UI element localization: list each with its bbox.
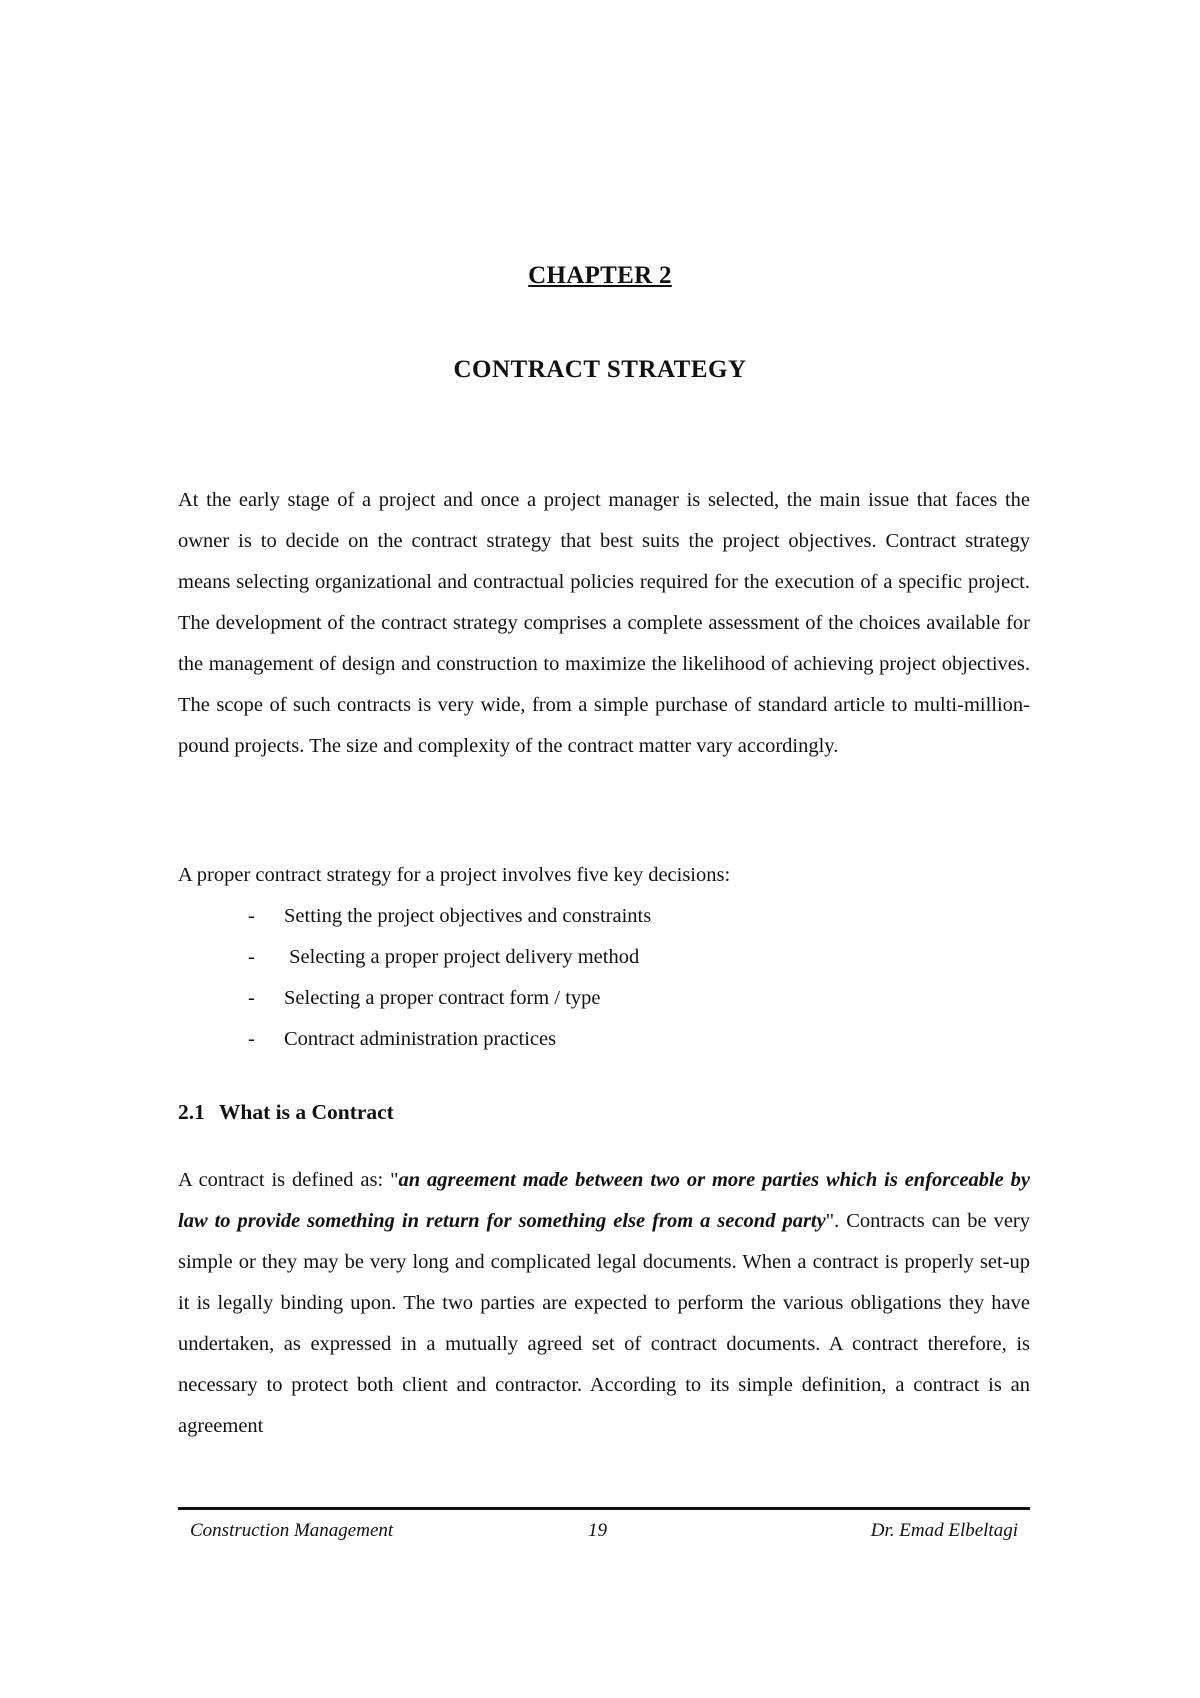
intro-paragraph: At the early stage of a project and once a project manager is selected, the main issue that faces the owner is to decide on the contract strategy that best suits the project objectives. Contract strategy means selecting organizational and contractual policies required for the execution of a specific project. The development of the contract strategy comprises a complete assessment of the choices available for the management of design and construction to maximize the likelihood of achieving project objectives. The scope of such contracts is very wide, from a simple purchase of standard article to multi-million-pound projects. The size and complexity of the contract matter vary accordingly.	[178, 489, 1030, 757]
list-item-text: Selecting a proper contract form / type	[284, 987, 601, 1009]
list-item	[248, 937, 1008, 978]
page-number: 19	[588, 1520, 607, 1541]
list-dash: -	[248, 987, 255, 1009]
footer-course-title: Construction Management	[190, 1520, 394, 1541]
list-dash: -	[248, 1028, 255, 1050]
subsection-heading	[178, 1100, 394, 1125]
list-dash: -	[248, 905, 255, 927]
list-item	[248, 896, 1008, 937]
decisions-list	[248, 896, 1008, 1060]
page-footer	[190, 1516, 1018, 1546]
footer-author: Dr. Emad Elbeltagi	[870, 1520, 1018, 1541]
definition-lead: A contract is defined as: "	[178, 1169, 399, 1191]
list-item	[248, 1019, 1008, 1060]
contract-definition-paragraph	[178, 1160, 1030, 1447]
definition-body: ". Contracts can be very simple or they may be very long and complicated legal documents. When a contract is properly set-up it is legally binding upon. The two parties are expected to perform the various obligations they have undertaken, as expressed in a mutually agreed set of contract documents. A contract therefore, is necessary to protect both client and contractor. According to its simple definition, a contract is an agreement	[178, 1210, 1030, 1437]
list-item	[248, 978, 1008, 1019]
chapter-title: CONTRACT STRATEGY	[453, 356, 747, 383]
list-item-text: Setting the project objectives and constraints	[284, 905, 652, 927]
list-item-text: Contract administration practices	[284, 1028, 557, 1050]
subsection-number: 2.1	[178, 1100, 205, 1124]
decisions-intro: A proper contract strategy for a project involves five key decisions:	[178, 864, 731, 886]
footer-divider	[178, 1507, 1030, 1510]
list-item-text: Selecting a proper project delivery method	[284, 946, 640, 968]
definition-quote: an agreement made between two or more parties which is enforceable by law to provide something in return for something else from a second party	[178, 1169, 1030, 1232]
chapter-label: CHAPTER 2	[528, 262, 672, 289]
subsection-title: What is a Contract	[218, 1100, 394, 1124]
list-dash: -	[248, 946, 255, 968]
